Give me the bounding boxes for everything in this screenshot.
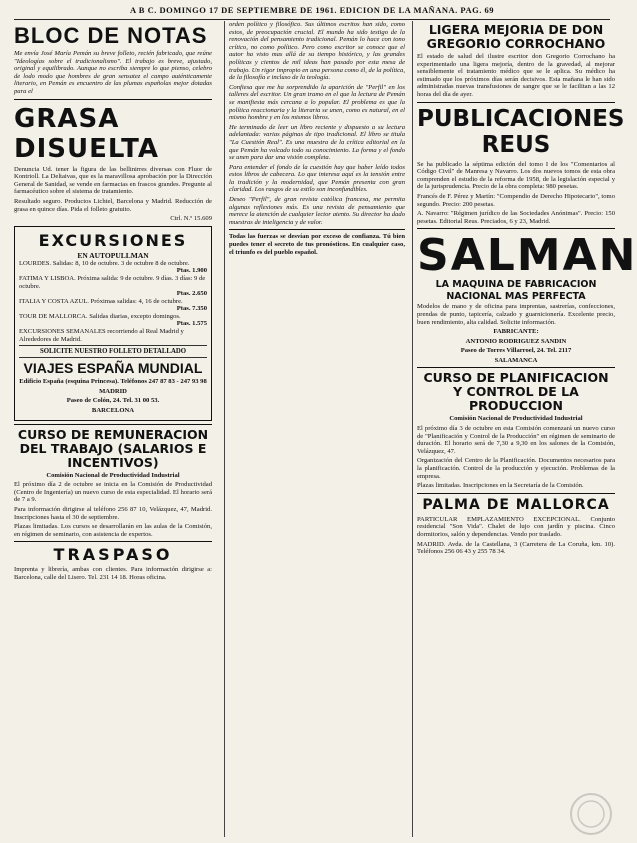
curso-remuneracion-text-2: Para información dirigirse al teléfono 256 87 10, Velázquez, 47, Madrid. Inscripciones hasta el 30 de septiembre. bbox=[14, 506, 212, 521]
exc-item bbox=[19, 260, 207, 268]
curso-remuneracion-text-3: Plazas limitadas. Los cursos se desarrollarán en las aulas de la Comisión, en régimen de seminario, con asistencia de expertos. bbox=[14, 523, 212, 538]
right-column bbox=[412, 21, 637, 837]
exc-item bbox=[19, 298, 207, 306]
salman-fab-name: ANTONIO RODRIGUEZ SANDIN bbox=[465, 337, 567, 345]
exc-item-text: FATIMA Y LISBOA. Próxima salida: 9 de octubre. 9 días. 3 días: 9 de octubre. bbox=[19, 274, 206, 290]
grasa-text-2: Resultado seguro. Productos Lichtel, Barcelona y Madrid. Reducción de grasa en quince días. Pida el folleto gratuito. bbox=[14, 197, 212, 213]
exc-item-text: ITALIA Y COSTA AZUL. Próximas salidas: 4, 16 de octubre. bbox=[19, 297, 183, 305]
palma-title: PALMA DE MALLORCA bbox=[422, 496, 610, 513]
salman-fab-city: SALAMANCA bbox=[494, 356, 538, 364]
left-column bbox=[14, 21, 212, 837]
grasa-ref: Ctrl. N.º 15.609 bbox=[170, 215, 212, 223]
divider bbox=[19, 345, 207, 346]
ligera-title: LIGERA MEJORIA DE DON GREGORIO CORROCHANO bbox=[426, 22, 606, 51]
traspaso-text: Imprenta y librería, ambas con clientes. Para información dirigirse a: Barcelona, calle del Lisero. Tel. 231 14 18. Horas oficina. bbox=[14, 566, 212, 581]
divider bbox=[417, 102, 615, 103]
curso-remuneracion-sub: Comisión Nacional de Productividad Industrial bbox=[46, 471, 180, 479]
exc-item-text: EXCURSIONES SEMANALES recorriendo al Real Madrid y Alrededores de Madrid. bbox=[19, 328, 184, 343]
salman-subtitle-1: LA MAQUINA DE FABRICACION bbox=[435, 279, 597, 291]
publicaciones-text-1: Se ha publicado la séptima edición del tomo I de los "Comentarios al Código Civil" de Manresa y Navarro. Los dos nuevos tomos de esta obra comprenden el estudio de la reforma de 1958, de la legislación especial y de la jurisprudencia. Precio de la obra completa: 980 pesetas. bbox=[417, 160, 615, 191]
palma-text-2: MADRID. Avda. de la Castellana, 3 (Carretera de La Coruña, km. 10). Teléfonos 256 06 43 y 255 78 34. bbox=[417, 540, 615, 556]
exc-item-price: Ptas. 2.650 bbox=[176, 290, 207, 298]
salman-title: SALMAN bbox=[417, 230, 637, 282]
exc-item-price: Ptas. 1.900 bbox=[176, 267, 207, 275]
divider bbox=[14, 424, 212, 425]
divider bbox=[19, 357, 207, 358]
article-paragraph: Deseo "Perfil", de gran revista católica francesa, me permita algunas reflexiones más. Es una revista de pensamiento que merece la atención de cualquier lector atento. Su director ha dado muestras de inteligencia y de valor. bbox=[229, 196, 405, 226]
divider bbox=[417, 367, 615, 368]
salman-text: Modelos de mano y de oficina para imprentas, sastrerías, confecciones, prendas de punto, tapicería, calzado y guarnicionería. Excelente precio, buen rendimiento, alta calidad. Solicite información. bbox=[417, 303, 615, 326]
exc-item-price-row bbox=[19, 320, 207, 328]
curso-planificacion-title: CURSO DE PLANIFICACION Y CONTROL DE LA PRODUCCION bbox=[423, 370, 609, 414]
excursiones-ad bbox=[14, 226, 212, 421]
salman-subtitle-2: NACIONAL MAS PERFECTA bbox=[446, 291, 586, 303]
curso-planificacion-text-3: Plazas limitadas. Inscripciones en la Secretaría de la Comisión. bbox=[417, 482, 584, 490]
exc-item bbox=[19, 275, 207, 290]
curso-remuneracion-title: CURSO DE REMUNERACION DEL TRABAJO (SALARIOS E INCENTIVOS) bbox=[17, 426, 209, 470]
publicaciones-text-2: Francés de F. Pérez y Martín: "Compendio de Derecho Hipotecario", tomo segundo. Precio: 200 pesetas. bbox=[417, 192, 615, 208]
palma-text-1: PARTICULAR EMPLAZAMIENTO EXCEPCIONAL. Conjunto residencial "Son Vida". Chalet de lujo con jardín y piscina. Cinco dormitorios, salón y dependencias. Vendo por traslado. bbox=[417, 515, 615, 538]
curso-planificacion-text-2: Organización del Centro de la Planificación. Documentos necesarios para la planificación. Control de la producción y ejecución. Problemas de la empresa. bbox=[417, 457, 615, 480]
excursiones-folleto: SOLICITE NUESTRO FOLLETO DETALLADO bbox=[39, 348, 187, 356]
page-header: A B C. DOMINGO 17 DE SEPTIEMBRE DE 1961. EDICION DE LA MAÑANA. PAG. 69 bbox=[14, 5, 610, 20]
exc-item-price-row bbox=[19, 305, 207, 313]
grasa-title: GRASA DISUELTA bbox=[14, 103, 159, 164]
curso-planificacion-sub: Comisión Nacional de Productividad Industrial bbox=[449, 415, 583, 423]
traspaso-title: TRASPASO bbox=[53, 545, 173, 565]
article-paragraph: Confiesa que me ha sorprendido la aparición de "Perfil" en los talleres del escritor. Un gran tramo en el que la lectura de Pemán se manifiesta más cercana a lo popular. El problema es que la política reaccionaria y la literaria se unen, como es natural, en el mismo hombre y en los mismos libros. bbox=[229, 83, 405, 122]
agency-city-1: MADRID bbox=[99, 387, 127, 395]
exc-item-price-row bbox=[19, 267, 207, 275]
agency-address-1: Edificio España (esquina Princesa). Teléfonos 247 87 83 - 247 93 98 bbox=[19, 378, 207, 386]
divider bbox=[14, 541, 212, 542]
bloc-title: BLOC DE NOTAS bbox=[14, 23, 208, 48]
article-paragraph: Para entender el fondo de la cuestión hay que haber leído todos estos libros de cabecera. Lo que interesa aquí es la tensión entre la tradición y la modernidad, que Pemán presenta con gran claridad. Los rasgos de su estilo son inconfundibles. bbox=[229, 163, 405, 194]
archive-seal-icon bbox=[568, 791, 614, 837]
exc-item-price: Ptas. 1.575 bbox=[176, 320, 207, 328]
excursiones-title: EXCURSIONES bbox=[38, 230, 188, 250]
divider bbox=[417, 228, 615, 229]
article-paragraph: He terminado de leer un libro reciente y dispuesto a su lectura adelantada: varias páginas de tipo tradicional. El libro se titula "La Cuestión Real". Es una muestra de la crítica editorial en la que Pemán ha volcado todo su conocimiento. La forma y el fondo se unen para dar una visión completa. bbox=[229, 123, 405, 162]
exc-item-text: LOURDES. Salidas: 8, 10 de octubre. 3 de octubre 8 de octubre. bbox=[19, 259, 190, 267]
article-paragraph: orden político y filosófico. Sus últimos escritos han sido, como estos, de preocupación crucial. El mundo ha sido testigo de la renovación del pensamiento tradicional. Pemán lo hace con tono crítico, no como político. Pero como escritor se conoce que el autor ha visto mas allá de su tiempo histórico, y las grandes políticas y cientos de mil ideas han pasado por esta mesa de trabajo. Un rigor impropio en una persona como él, de la política, de la filosofía e incluso de la teología. bbox=[229, 21, 405, 82]
exc-item-price-row bbox=[19, 290, 207, 298]
curso-remuneracion-text-1: El próximo día 2 de octubre se inicia en la Comisión de Productividad (Centro de Ingeniería) un nuevo curso de esta especialidad. El horario será de 7 a 9. bbox=[14, 481, 212, 504]
salman-fab-address: Paseo de Torres Villarroel, 24. Tel. 2117 bbox=[460, 347, 572, 355]
article-footer: Todas las fuerzas se desvían por exceso de confianza. Tú bien puedes tener el secreto de tus pronósticos. En cualquier caso, el triunfo es del pueblo español. bbox=[229, 233, 405, 256]
divider bbox=[14, 99, 212, 100]
excursiones-sub: EN AUTOPULLMAN bbox=[77, 250, 149, 260]
agency-address-2: Paseo de Colón, 24. Tel. 31 00 53. bbox=[66, 397, 160, 405]
exc-item-text: TOUR DE MALLORCA. Salidas diarias, excepto domingos. bbox=[19, 312, 181, 320]
agency-city-2: BARCELONA bbox=[91, 407, 135, 415]
ligera-text: El estado de salud del ilustre escritor don Gregorio Corrochano ha experimentado una ligera mejoría, dentro de la gravedad, al mejorar sensiblemente el tratamiento médico que se le aplica. Su médico ha estimado que los próximos días serán decisivos. Esta mañana le han sido administradas nuevas transfusiones de sangre que se le facilitan a las 12 horas del día de ayer. bbox=[417, 53, 615, 98]
publicaciones-text-3: A. Navarro: "Régimen jurídico de las Sociedades Anónimas". Precio: 150 pesetas. Editorial Reus. Preciados, 6 y 23, Madrid. bbox=[417, 210, 615, 225]
middle-column bbox=[224, 21, 405, 837]
publicaciones-title: PUBLICACIONES REUS bbox=[417, 105, 625, 158]
divider bbox=[417, 493, 615, 494]
bloc-text: Me envía José María Pemán su breve folleto, recién fabricado, que reúne "Ideologías sobre el tradicionalismo". El trabajo es breve, ajustado, original y equilibrado. Aunque no escriba siempre lo que pienso, celebro de lodo modo que hombres de gran sensatez el campo auténticamente literario, en Pemán es encuentro de las plumas españolas mejor dotadas para el bbox=[14, 50, 212, 95]
exc-item bbox=[19, 313, 207, 321]
salman-fab-label: FABRICANTE: bbox=[493, 328, 539, 336]
agency-name: VIAJES ESPAÑA MUNDIAL bbox=[23, 360, 203, 377]
curso-planificacion-text-1: El próximo día 3 de octubre en esta Comisión comenzará un nuevo curso de "Planificación y Control de la Producción" en régimen de seminario de duración. El horario será de 7,30 a 9,30 en los salones de la Comisión, Velázquez, 47. bbox=[417, 425, 615, 455]
exc-item bbox=[19, 328, 207, 343]
grasa-text-1: Denuncia Ud. tener la figura de las bellinirres diversas con Fluor de Kontrioll. La Deltaivas, que es la maravillosa aprobación por la Dirección General de Sanidad, se vende en farmacias en frascos grandes. Pregunte al farmacéutico sobre el sistema de tratamiento. bbox=[14, 165, 212, 196]
divider bbox=[229, 229, 405, 230]
exc-item-price: Ptas. 7.350 bbox=[176, 305, 207, 313]
